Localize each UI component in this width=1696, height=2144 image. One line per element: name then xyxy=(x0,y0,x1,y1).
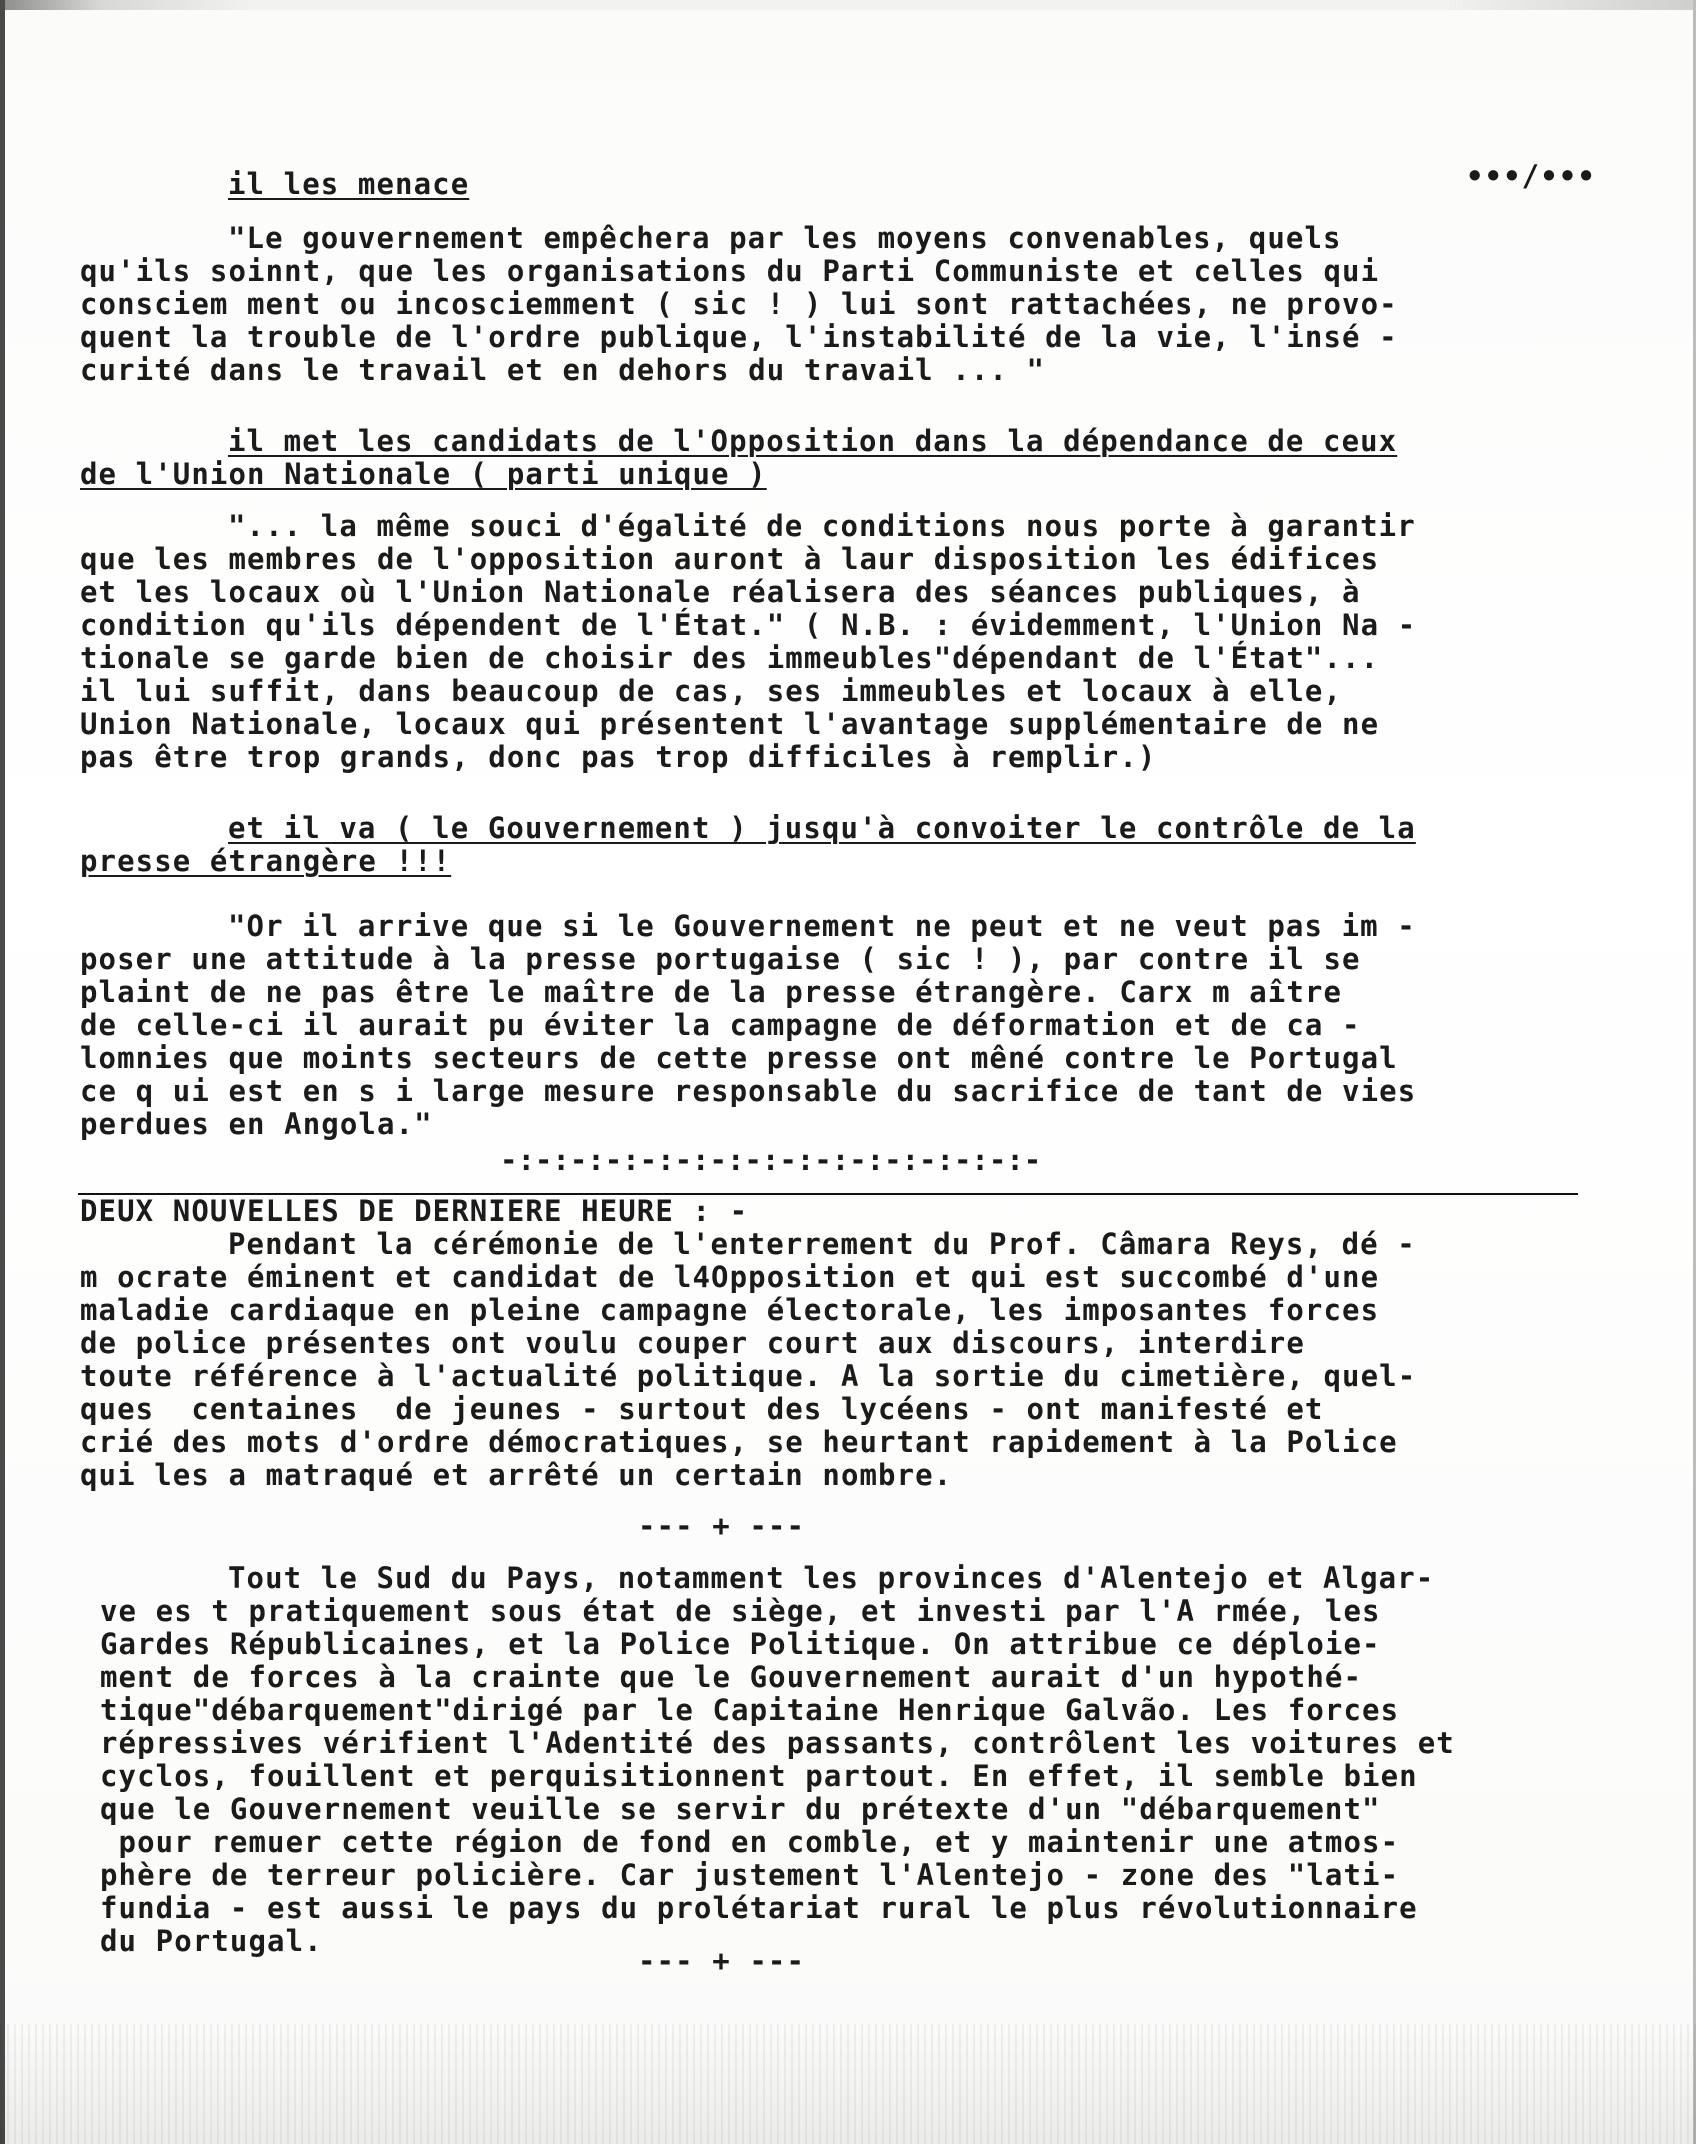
para5-line-2: Gardes Républicaines, et la Police Politique. On attribue ce déploie- xyxy=(100,1627,1381,1661)
para5-line-0: Tout le Sud du Pays, notamment les provinces d'Alentejo et Algar- xyxy=(228,1561,1435,1595)
para1-line-0: "Le gouvernement empêchera par les moyens convenables, quels xyxy=(228,221,1342,255)
para5-line-7: que le Gouvernement veuille se servir du prétexte d'un "débarquement" xyxy=(100,1792,1381,1826)
para3-line-1: poser une attitude à la presse portugaise ( sic ! ), par contre il se xyxy=(80,942,1361,976)
para2-line-3: condition qu'ils dépendent de l'État." ( N.B. : évidemment, l'Union Na - xyxy=(80,608,1417,642)
para4-line-6: crié des mots d'ordre démocratiques, se heurtant rapidement à la Police xyxy=(80,1425,1398,1459)
para5-line-5: répressives vérifient l'Adentité des passants, contrôlent les voitures et xyxy=(100,1726,1455,1760)
heading-presse-0: et il va ( le Gouvernement ) jusqu'à convoiter le contrôle de la xyxy=(228,811,1416,845)
closing-divider: --- + --- xyxy=(638,1944,806,1978)
para4-line-5: ques centaines de jeunes - surtout des lycéens - ont manifesté et xyxy=(80,1392,1324,1426)
news-divider: --- + --- xyxy=(638,1509,806,1543)
para2-line-7: pas être trop grands, donc pas trop difficiles à remplir.) xyxy=(80,740,1157,774)
page-continuation-marker: •••/••• xyxy=(1466,159,1596,193)
para2-line-6: Union Nationale, locaux qui présentent l'avantage supplémentaire de ne xyxy=(80,707,1380,741)
para2-line-0: "... la même souci d'égalité de conditions nous porte à garantir xyxy=(228,509,1416,543)
para5-line-10: fundia - est aussi le pays du prolétariat rural le plus révolutionnaire xyxy=(100,1891,1418,1925)
para3-line-6: perdues en Angola." xyxy=(80,1107,433,1141)
para4-line-1: m ocrate éminent et candidat de l4Opposition et qui est succombé d'une xyxy=(80,1260,1380,1294)
para3-line-3: de celle-ci il aurait pu éviter la campagne de déformation et de ca - xyxy=(80,1008,1361,1042)
para3-line-0: "Or il arrive que si le Gouvernement ne peut et ne veut pas im - xyxy=(228,909,1416,943)
para3-line-5: ce q ui est en s i large mesure responsable du sacrifice de tant de vies xyxy=(80,1074,1417,1108)
para4-line-3: de police présentes ont voulu couper court aux discours, interdire xyxy=(80,1326,1305,1360)
para4-line-4: toute référence à l'actualité politique. A la sortie du cimetière, quel- xyxy=(80,1359,1417,1393)
para4-line-0: Pendant la cérémonie de l'enterrement du Prof. Câmara Reys, dé - xyxy=(228,1227,1416,1261)
para3-line-2: plaint de ne pas être le maître de la presse étrangère. Carx m aître xyxy=(80,975,1343,1009)
para1-line-1: qu'ils soinnt, que les organisations du Parti Communiste et celles qui xyxy=(80,254,1380,288)
para2-line-2: et les locaux où l'Union Nationale réalisera des séances publiques, à xyxy=(80,575,1361,609)
heading-presse-1: presse étrangère !!! xyxy=(80,844,452,878)
section-separator: -:-:-:-:-:-:-:-:-:-:-:-:-:-:-:- xyxy=(500,1143,1042,1177)
para5-line-1: ve es t pratiquement sous état de siège, et investi par l'A rmée, les xyxy=(100,1594,1381,1628)
para2-line-4: tionale se garde bien de choisir des immeubles"dépendant de l'État"... xyxy=(80,641,1380,675)
para5-line-11: du Portugal. xyxy=(100,1924,323,1958)
scan-bottom-noise xyxy=(0,2024,1696,2144)
para5-line-8: pour remuer cette région de fond en comble, et y maintenir une atmos- xyxy=(100,1825,1400,1859)
heading-nouvelles: DEUX NOUVELLES DE DERNIERE HEURE : - xyxy=(80,1194,749,1228)
scan-left-edge xyxy=(0,0,5,2144)
heading-candidats-1: de l'Union Nationale ( parti unique ) xyxy=(80,457,767,491)
para5-line-9: phère de terreur policière. Car justement l'Alentejo - zone des "lati- xyxy=(100,1858,1400,1892)
para1-line-3: quent la trouble de l'ordre publique, l'instabilité de la vie, l'insé - xyxy=(80,320,1398,354)
heading-candidats-0: il met les candidats de l'Opposition dans la dépendance de ceux xyxy=(228,424,1398,458)
para5-line-4: tique"débarquement"dirigé par le Capitaine Henrique Galvão. Les forces xyxy=(100,1693,1400,1727)
para4-line-2: maladie cardiaque en pleine campagne électorale, les imposantes forces xyxy=(80,1293,1380,1327)
para3-line-4: lomnies que moints secteurs de cette presse ont mêné contre le Portugal xyxy=(80,1041,1398,1075)
heading-menace: il les menace xyxy=(228,167,470,201)
para5-line-6: cyclos, fouillent et perquisitionnent partout. En effet, il semble bien xyxy=(100,1759,1418,1793)
para5-line-3: ment de forces à la crainte que le Gouvernement aurait d'un hypothé- xyxy=(100,1660,1363,1694)
para1-line-2: consciem ment ou incosciemment ( sic ! ) lui sont rattachées, ne provo- xyxy=(80,287,1398,321)
para4-line-7: qui les a matraqué et arrêté un certain nombre. xyxy=(80,1458,953,1492)
scan-top-edge xyxy=(0,0,1696,10)
para2-line-1: que les membres de l'opposition auront à laur disposition les édifices xyxy=(80,542,1380,576)
para1-line-4: curité dans le travail et en dehors du travail ... " xyxy=(80,353,1046,387)
para2-line-5: il lui suffit, dans beaucoup de cas, ses immeubles et locaux à elle, xyxy=(80,674,1343,708)
